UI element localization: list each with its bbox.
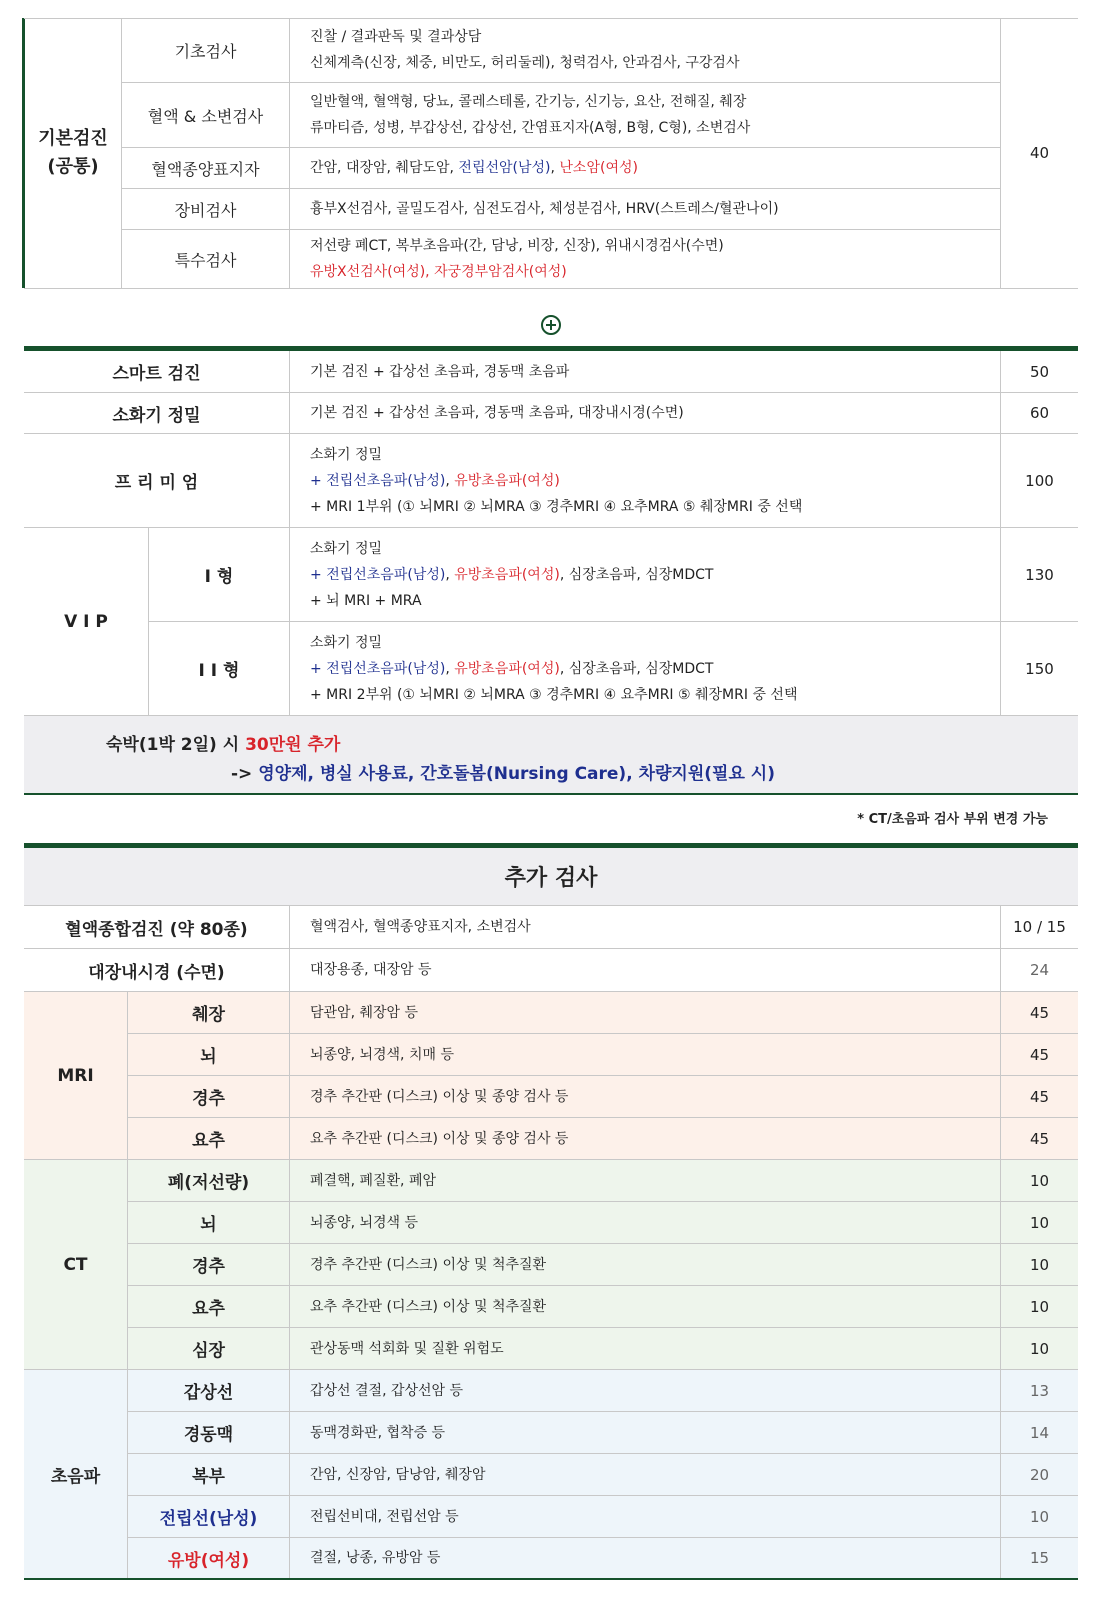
basic-row-name: 혈액 & 소변검사: [147, 106, 264, 126]
ultrasound-row-desc: 간암, 신장암, 담낭암, 췌장암: [310, 1466, 486, 1483]
plus-circle-icon: [541, 315, 561, 335]
ct-row-name: 폐(저선량): [167, 1173, 250, 1193]
ultrasound-row-desc: 전립선비대, 전립선암 등: [310, 1508, 459, 1525]
ultrasound-row-price: 10: [1029, 1507, 1050, 1526]
ultrasound-row-price: 15: [1029, 1549, 1050, 1567]
ultrasound-row-desc: 동맥경화판, 협착증 등: [310, 1424, 446, 1441]
package-name-vip: V I P: [64, 611, 108, 632]
basic-row-desc: 진찰 / 결과판독 및 결과상담 신체계측(신장, 체중, 비만도, 허리둘레), 청력검사, 안과검사, 구강검사: [310, 29, 740, 71]
stay-notice: [24, 716, 1078, 795]
vip-type-2-name: I I 형: [198, 661, 240, 681]
mri-group-label: MRI: [57, 1065, 94, 1086]
additional-row-price: 10 / 15: [1013, 918, 1066, 936]
basic-row-desc: 흉부X선검사, 골밀도검사, 심전도검사, 체성분검사, HRV(스트레스/혈관나이): [310, 201, 779, 217]
ct-row-desc: 경추 추간판 (디스크) 이상 및 척추질환: [310, 1256, 547, 1273]
ultrasound-row-price: 13: [1029, 1381, 1050, 1400]
basic-row-name: 장비검사: [174, 200, 237, 220]
additional-row-name: 대장내시경 (수면): [88, 962, 225, 983]
stay-line-1: 숙박(1박 2일) 시 30만원 추가: [106, 735, 341, 755]
package-desc-premium: 소화기 정밀 + 전립선초음파(남성), 유방초음파(여성) + MRI 1부위 (① 뇌MRI ② 뇌MRA ③ 경추MRI ④ 요추MRA ⑤ 췌장MRI 중 선택: [310, 446, 803, 515]
stay-line-2: -> 영양제, 병실 사용료, 간호돌봄(Nursing Care), 차량지원(필요 시): [231, 764, 775, 784]
ct-row-desc: 관상동맥 석회화 및 질환 위험도: [310, 1340, 504, 1357]
package-price-premium: 100: [1025, 471, 1054, 490]
basic-row-desc: 일반혈액, 혈액형, 당뇨, 콜레스테롤, 간기능, 신기능, 요산, 전해질, 췌장 류마티즘, 성병, 부갑상선, 갑상선, 간염표지자(A형, B형, C형), 소변검사: [310, 94, 751, 136]
ct-row-desc: 폐결핵, 폐질환, 폐암: [310, 1172, 436, 1189]
ct-row-price: 10: [1029, 1213, 1050, 1232]
package-price-digestive: 60: [1029, 404, 1050, 422]
ct-row-price: 10: [1029, 1255, 1050, 1274]
basic-price: 40: [1029, 144, 1050, 162]
mri-row-name: 췌장: [192, 1005, 225, 1025]
basic-row-name: 기초검사: [174, 41, 237, 61]
ct-row-price: 10: [1029, 1339, 1050, 1358]
basic-row-desc: 간암, 대장암, 췌담도암, 전립선암(남성), 난소암(여성): [310, 160, 638, 176]
footnote: * CT/초음파 검사 부위 변경 가능: [857, 812, 1048, 827]
ct-row-desc: 요추 추간판 (디스크) 이상 및 척추질환: [310, 1298, 547, 1315]
vip-type-1-name: I 형: [204, 567, 234, 587]
ultrasound-row-desc: 갑상선 결절, 갑상선암 등: [310, 1382, 464, 1399]
ultrasound-row-name: 유방(여성): [167, 1550, 250, 1571]
basic-row-name: 혈액종양표지자: [151, 159, 260, 179]
additional-row-desc: 혈액검사, 혈액종양표지자, 소변검사: [310, 919, 531, 935]
basic-group-label: [25, 18, 121, 288]
mri-row-name: 뇌: [200, 1047, 217, 1067]
additional-row-price: 24: [1029, 961, 1050, 979]
basic-row-name: 특수검사: [174, 250, 237, 270]
mri-row-price: 45: [1029, 1045, 1050, 1064]
mri-row-desc: 뇌종양, 뇌경색, 치매 등: [310, 1046, 454, 1063]
ct-row-desc: 뇌종양, 뇌경색 등: [310, 1214, 419, 1231]
ct-row-name: 심장: [192, 1341, 225, 1361]
package-desc-digestive: 기본 검진 + 갑상선 초음파, 경동맥 초음파, 대장내시경(수면): [310, 405, 684, 421]
ultrasound-row-name: 복부: [192, 1467, 225, 1487]
ct-row-price: 10: [1029, 1297, 1050, 1316]
ultrasound-group-label: 초음파: [50, 1466, 101, 1487]
mri-row-desc: 담관암, 췌장암 등: [310, 1004, 419, 1021]
package-price-smart: 50: [1029, 362, 1050, 381]
vip-type-1-price: 130: [1025, 565, 1054, 584]
package-name-digestive: 소화기 정밀: [112, 405, 201, 426]
mri-row-desc: 경추 추간판 (디스크) 이상 및 종양 검사 등: [310, 1088, 569, 1105]
ultrasound-row-name: 갑상선: [183, 1383, 234, 1403]
ct-row-name: 뇌: [200, 1215, 217, 1235]
mri-row-name: 경추: [192, 1089, 225, 1109]
vip-type-1-desc: 소화기 정밀 + 전립선초음파(남성), 유방초음파(여성), 심장초음파, 심장MDCT + 뇌 MRI + MRA: [310, 540, 714, 609]
ct-row-price: 10: [1029, 1171, 1050, 1190]
ultrasound-row-price: 14: [1029, 1423, 1050, 1442]
ultrasound-row-price: 20: [1029, 1465, 1050, 1484]
mri-row-price: 45: [1029, 1087, 1050, 1106]
basic-row-desc: 저선량 폐CT, 복부초음파(간, 담낭, 비장, 신장), 위내시경검사(수면) 유방X선검사(여성), 자궁경부암검사(여성): [310, 238, 724, 280]
ct-row-name: 경추: [192, 1257, 225, 1277]
mri-row-desc: 요추 추간판 (디스크) 이상 및 종양 검사 등: [310, 1130, 569, 1147]
vip-type-2-price: 150: [1025, 659, 1054, 678]
mri-row-price: 45: [1029, 1003, 1050, 1022]
ct-group-label: CT: [63, 1254, 88, 1275]
package-name-smart: 스마트 검진: [112, 364, 201, 384]
basic-group-title: 기본검진: [38, 128, 108, 149]
ct-row-name: 요추: [192, 1299, 225, 1319]
package-name-premium: 프 리 미 엄: [114, 473, 199, 493]
additional-title: 추가 검사: [24, 848, 1078, 905]
basic-group-subtitle: (공통): [47, 156, 99, 177]
package-desc-smart: 기본 검진 + 갑상선 초음파, 경동맥 초음파: [310, 363, 570, 380]
mri-row-name: 요추: [192, 1131, 225, 1151]
ultrasound-row-name: 전립선(남성): [159, 1509, 258, 1529]
mri-row-price: 45: [1029, 1129, 1050, 1148]
ultrasound-row-desc: 결절, 낭종, 유방암 등: [310, 1550, 441, 1566]
additional-row-name: 혈액종합검진 (약 80종): [65, 919, 248, 940]
vip-type-2-desc: 소화기 정밀 + 전립선초음파(남성), 유방초음파(여성), 심장초음파, 심장MDCT + MRI 2부위 (① 뇌MRI ② 뇌MRA ③ 경추MRI ④ 요추MRI ⑤ 췌장MRI 중 선택: [310, 634, 798, 703]
ultrasound-row-name: 경동맥: [183, 1425, 234, 1445]
additional-row-desc: 대장용종, 대장암 등: [310, 962, 432, 978]
